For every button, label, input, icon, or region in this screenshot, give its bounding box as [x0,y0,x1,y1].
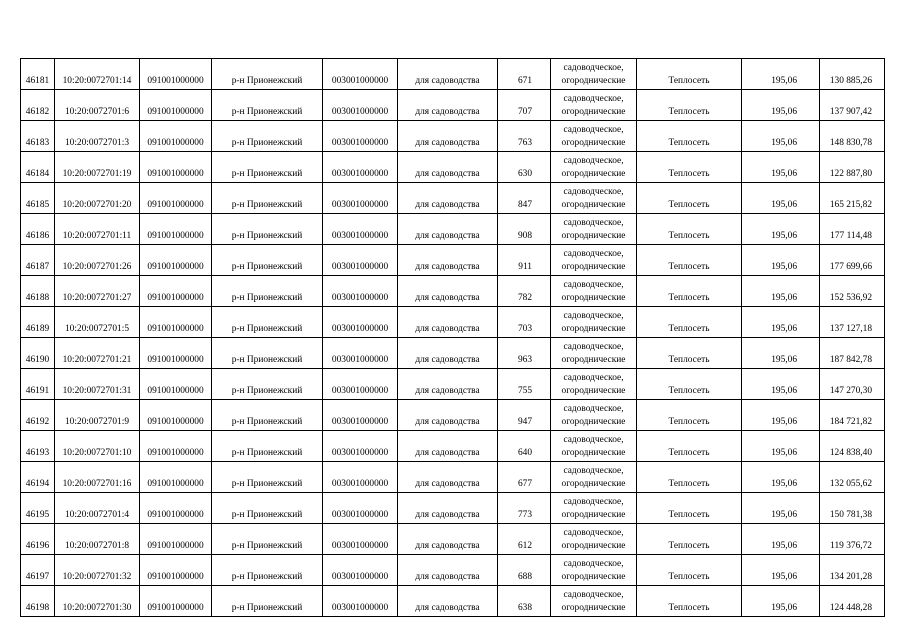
land-category [551,524,637,555]
area: 707 [498,90,551,121]
cadastral-number: 10:20:0072701:19 [55,152,140,183]
land-category-line1: садоводческое, [563,497,624,507]
specific-value: 195,06 [742,462,820,493]
row-id: 46195 [21,493,55,524]
territory-code: 091001000000 [140,369,212,400]
organization: Теплосеть [637,183,742,214]
organization: Теплосеть [637,59,742,90]
area: 703 [498,307,551,338]
land-category-line2: огороднические [561,447,626,458]
cadastral-value: 134 201,28 [820,555,885,586]
area: 638 [498,586,551,617]
district: р-н Прионежский [212,59,323,90]
territory-code: 091001000000 [140,245,212,276]
land-category [551,555,637,586]
cadastral-number: 10:20:0072701:6 [55,90,140,121]
specific-value: 195,06 [742,90,820,121]
land-category-line1: садоводческое, [563,590,624,600]
okato-code: 003001000000 [323,586,398,617]
specific-value: 195,06 [742,245,820,276]
territory-code: 091001000000 [140,555,212,586]
territory-code: 091001000000 [140,59,212,90]
area: 908 [498,214,551,245]
okato-code: 003001000000 [323,121,398,152]
permitted-use: для садоводства [398,400,498,431]
specific-value: 195,06 [742,524,820,555]
table-row [21,524,885,555]
land-category-line2: огороднические [561,137,626,148]
specific-value: 195,06 [742,338,820,369]
area: 947 [498,400,551,431]
organization: Теплосеть [637,493,742,524]
land-category-line1: садоводческое, [563,280,624,290]
okato-code: 003001000000 [323,524,398,555]
land-category-line2: огороднические [561,261,626,272]
district: р-н Прионежский [212,431,323,462]
row-id: 46187 [21,245,55,276]
land-category [551,121,637,152]
table-row [21,431,885,462]
permitted-use: для садоводства [398,524,498,555]
cadastral-value: 137 127,18 [820,307,885,338]
row-id: 46186 [21,214,55,245]
land-category [551,59,637,90]
land-category-line1: садоводческое, [563,559,624,569]
table-row [21,400,885,431]
cadastral-value: 132 055,62 [820,462,885,493]
organization: Теплосеть [637,524,742,555]
district: р-н Прионежский [212,493,323,524]
land-category [551,276,637,307]
cadastral-number: 10:20:0072701:20 [55,183,140,214]
land-category [551,183,637,214]
cadastral-value: 122 887,80 [820,152,885,183]
land-category-line2: огороднические [561,478,626,489]
territory-code: 091001000000 [140,462,212,493]
permitted-use: для садоводства [398,59,498,90]
table-row [21,338,885,369]
cadastral-value: 152 536,92 [820,276,885,307]
cadastral-number: 10:20:0072701:11 [55,214,140,245]
specific-value: 195,06 [742,183,820,214]
land-category-line1: садоводческое, [563,249,624,259]
territory-code: 091001000000 [140,307,212,338]
data-table [20,58,885,617]
cadastral-value: 148 830,78 [820,121,885,152]
organization: Теплосеть [637,586,742,617]
okato-code: 003001000000 [323,183,398,214]
cadastral-number: 10:20:0072701:16 [55,462,140,493]
table-row [21,90,885,121]
district: р-н Прионежский [212,400,323,431]
specific-value: 195,06 [742,400,820,431]
land-category-line1: садоводческое, [563,218,624,228]
okato-code: 003001000000 [323,462,398,493]
document-page [20,58,885,617]
specific-value: 195,06 [742,307,820,338]
cadastral-number: 10:20:0072701:5 [55,307,140,338]
land-category-line2: огороднические [561,75,626,86]
row-id: 46194 [21,462,55,493]
land-category-line2: огороднические [561,385,626,396]
district: р-н Прионежский [212,555,323,586]
district: р-н Прионежский [212,183,323,214]
okato-code: 003001000000 [323,214,398,245]
organization: Теплосеть [637,307,742,338]
territory-code: 091001000000 [140,400,212,431]
permitted-use: для садоводства [398,462,498,493]
cadastral-value: 119 376,72 [820,524,885,555]
district: р-н Прионежский [212,90,323,121]
okato-code: 003001000000 [323,493,398,524]
row-id: 46181 [21,59,55,90]
row-id: 46196 [21,524,55,555]
area: 911 [498,245,551,276]
area: 847 [498,183,551,214]
area: 677 [498,462,551,493]
land-category [551,338,637,369]
specific-value: 195,06 [742,59,820,90]
cadastral-number: 10:20:0072701:21 [55,338,140,369]
land-category [551,493,637,524]
table-row [21,586,885,617]
cadastral-number: 10:20:0072701:8 [55,524,140,555]
table-body [21,59,885,617]
cadastral-value: 130 885,26 [820,59,885,90]
district: р-н Прионежский [212,462,323,493]
organization: Теплосеть [637,152,742,183]
cadastral-value: 184 721,82 [820,400,885,431]
permitted-use: для садоводства [398,586,498,617]
table-row [21,183,885,214]
land-category-line1: садоводческое, [563,156,624,166]
land-category-line1: садоводческое, [563,311,624,321]
specific-value: 195,06 [742,369,820,400]
district: р-н Прионежский [212,586,323,617]
cadastral-value: 147 270,30 [820,369,885,400]
cadastral-value: 187 842,78 [820,338,885,369]
permitted-use: для садоводства [398,276,498,307]
cadastral-number: 10:20:0072701:10 [55,431,140,462]
cadastral-value: 124 838,40 [820,431,885,462]
territory-code: 091001000000 [140,431,212,462]
row-id: 46184 [21,152,55,183]
land-category-line2: огороднические [561,540,626,551]
table-row [21,245,885,276]
row-id: 46189 [21,307,55,338]
organization: Теплосеть [637,555,742,586]
specific-value: 195,06 [742,586,820,617]
area: 688 [498,555,551,586]
cadastral-value: 124 448,28 [820,586,885,617]
area: 671 [498,59,551,90]
okato-code: 003001000000 [323,431,398,462]
land-category-line2: огороднические [561,292,626,303]
organization: Теплосеть [637,338,742,369]
cadastral-number: 10:20:0072701:32 [55,555,140,586]
district: р-н Прионежский [212,121,323,152]
area: 763 [498,121,551,152]
area: 612 [498,524,551,555]
permitted-use: для садоводства [398,245,498,276]
cadastral-number: 10:20:0072701:26 [55,245,140,276]
land-category-line2: огороднические [561,509,626,520]
land-category-line2: огороднические [561,416,626,427]
land-category-line1: садоводческое, [563,63,624,73]
territory-code: 091001000000 [140,183,212,214]
row-id: 46198 [21,586,55,617]
land-category-line1: садоводческое, [563,466,624,476]
land-category [551,586,637,617]
okato-code: 003001000000 [323,307,398,338]
land-category-line1: садоводческое, [563,528,624,538]
table-row [21,493,885,524]
cadastral-number: 10:20:0072701:9 [55,400,140,431]
permitted-use: для садоводства [398,121,498,152]
okato-code: 003001000000 [323,338,398,369]
cadastral-value: 177 699,66 [820,245,885,276]
organization: Теплосеть [637,369,742,400]
permitted-use: для садоводства [398,493,498,524]
table-row [21,462,885,493]
specific-value: 195,06 [742,555,820,586]
territory-code: 091001000000 [140,338,212,369]
specific-value: 195,06 [742,152,820,183]
specific-value: 195,06 [742,493,820,524]
cadastral-number: 10:20:0072701:4 [55,493,140,524]
district: р-н Прионежский [212,276,323,307]
table-row [21,369,885,400]
permitted-use: для садоводства [398,431,498,462]
permitted-use: для садоводства [398,307,498,338]
district: р-н Прионежский [212,214,323,245]
land-category-line1: садоводческое, [563,342,624,352]
land-category [551,369,637,400]
territory-code: 091001000000 [140,524,212,555]
organization: Теплосеть [637,400,742,431]
permitted-use: для садоводства [398,214,498,245]
permitted-use: для садоводства [398,90,498,121]
territory-code: 091001000000 [140,493,212,524]
land-category-line2: огороднические [561,571,626,582]
district: р-н Прионежский [212,338,323,369]
land-category-line2: огороднические [561,106,626,117]
land-category [551,152,637,183]
okato-code: 003001000000 [323,152,398,183]
row-id: 46191 [21,369,55,400]
cadastral-number: 10:20:0072701:14 [55,59,140,90]
okato-code: 003001000000 [323,276,398,307]
area: 630 [498,152,551,183]
land-category [551,400,637,431]
cadastral-value: 137 907,42 [820,90,885,121]
land-category-line2: огороднические [561,354,626,365]
table-row [21,276,885,307]
organization: Теплосеть [637,431,742,462]
specific-value: 195,06 [742,431,820,462]
okato-code: 003001000000 [323,245,398,276]
okato-code: 003001000000 [323,90,398,121]
table-row [21,152,885,183]
organization: Теплосеть [637,214,742,245]
organization: Теплосеть [637,245,742,276]
row-id: 46190 [21,338,55,369]
permitted-use: для садоводства [398,152,498,183]
land-category-line1: садоводческое, [563,404,624,414]
land-category-line2: огороднические [561,602,626,613]
table-row [21,214,885,245]
cadastral-value: 165 215,82 [820,183,885,214]
row-id: 46182 [21,90,55,121]
territory-code: 091001000000 [140,214,212,245]
territory-code: 091001000000 [140,90,212,121]
cadastral-value: 150 781,38 [820,493,885,524]
row-id: 46188 [21,276,55,307]
organization: Теплосеть [637,121,742,152]
permitted-use: для садоводства [398,369,498,400]
cadastral-number: 10:20:0072701:27 [55,276,140,307]
organization: Теплосеть [637,90,742,121]
table-row [21,59,885,90]
district: р-н Прионежский [212,307,323,338]
permitted-use: для садоводства [398,338,498,369]
area: 640 [498,431,551,462]
territory-code: 091001000000 [140,121,212,152]
table-row [21,555,885,586]
table-row [21,307,885,338]
land-category [551,245,637,276]
land-category-line1: садоводческое, [563,125,624,135]
land-category-line1: садоводческое, [563,435,624,445]
permitted-use: для садоводства [398,183,498,214]
territory-code: 091001000000 [140,586,212,617]
area: 755 [498,369,551,400]
cadastral-value: 177 114,48 [820,214,885,245]
area: 782 [498,276,551,307]
land-category-line2: огороднические [561,323,626,334]
row-id: 46197 [21,555,55,586]
specific-value: 195,06 [742,214,820,245]
okato-code: 003001000000 [323,555,398,586]
cadastral-number: 10:20:0072701:30 [55,586,140,617]
district: р-н Прионежский [212,152,323,183]
area: 773 [498,493,551,524]
district: р-н Прионежский [212,245,323,276]
okato-code: 003001000000 [323,369,398,400]
permitted-use: для садоводства [398,555,498,586]
row-id: 46183 [21,121,55,152]
row-id: 46192 [21,400,55,431]
land-category-line2: огороднические [561,168,626,179]
land-category [551,214,637,245]
specific-value: 195,06 [742,276,820,307]
district: р-н Прионежский [212,524,323,555]
land-category-line2: огороднические [561,230,626,241]
land-category [551,431,637,462]
land-category [551,462,637,493]
okato-code: 003001000000 [323,59,398,90]
cadastral-number: 10:20:0072701:31 [55,369,140,400]
land-category-line1: садоводческое, [563,187,624,197]
table-row [21,121,885,152]
cadastral-number: 10:20:0072701:3 [55,121,140,152]
land-category-line1: садоводческое, [563,94,624,104]
land-category-line2: огороднические [561,199,626,210]
district: р-н Прионежский [212,369,323,400]
land-category [551,90,637,121]
land-category [551,307,637,338]
row-id: 46185 [21,183,55,214]
organization: Теплосеть [637,462,742,493]
specific-value: 195,06 [742,121,820,152]
territory-code: 091001000000 [140,152,212,183]
area: 963 [498,338,551,369]
organization: Теплосеть [637,276,742,307]
land-category-line1: садоводческое, [563,373,624,383]
row-id: 46193 [21,431,55,462]
territory-code: 091001000000 [140,276,212,307]
okato-code: 003001000000 [323,400,398,431]
